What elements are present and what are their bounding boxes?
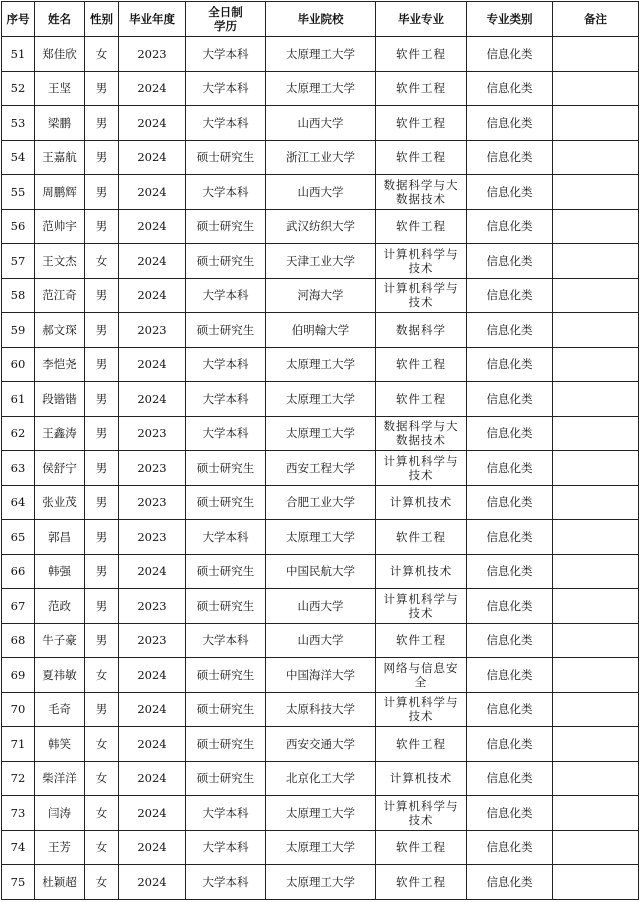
header-education-line2: 学历 bbox=[214, 19, 237, 33]
major-text: 计算机技术 bbox=[389, 771, 453, 786]
cell-education: 大学本科 bbox=[186, 796, 266, 831]
cell-name: 王鑫涛 bbox=[35, 416, 85, 451]
cell-school: 西安工程大学 bbox=[266, 451, 376, 486]
cell-major bbox=[376, 727, 467, 762]
cell-education: 硕士研究生 bbox=[186, 692, 266, 727]
cell-gender: 男 bbox=[85, 347, 119, 382]
table-body bbox=[2, 37, 639, 900]
cell-note bbox=[553, 451, 639, 486]
cell-major bbox=[376, 313, 467, 348]
cell-school: 太原理工大学 bbox=[266, 71, 376, 106]
cell-gender: 女 bbox=[85, 727, 119, 762]
table-row bbox=[2, 830, 639, 865]
cell-category: 信息化类 bbox=[467, 313, 553, 348]
cell-note bbox=[553, 554, 639, 589]
cell-seq: 63 bbox=[2, 451, 35, 486]
cell-school: 太原理工大学 bbox=[266, 37, 376, 72]
cell-gender: 女 bbox=[85, 37, 119, 72]
cell-name: 李恺尧 bbox=[35, 347, 85, 382]
cell-year: 2023 bbox=[119, 520, 186, 555]
major-text: 数据科学与大数据技术 bbox=[383, 419, 459, 448]
major-text: 软件工程 bbox=[396, 840, 446, 855]
cell-major bbox=[376, 865, 467, 900]
header-row bbox=[2, 2, 639, 37]
major-text: 软件工程 bbox=[396, 46, 446, 61]
cell-education: 大学本科 bbox=[186, 278, 266, 313]
cell-seq: 60 bbox=[2, 347, 35, 382]
cell-name: 范帅宇 bbox=[35, 209, 85, 244]
cell-education: 硕士研究生 bbox=[186, 589, 266, 624]
cell-school: 中国民航大学 bbox=[266, 554, 376, 589]
cell-name: 范江奇 bbox=[35, 278, 85, 313]
major-text: 软件工程 bbox=[396, 633, 446, 648]
cell-gender: 男 bbox=[85, 485, 119, 520]
cell-category: 信息化类 bbox=[467, 278, 553, 313]
cell-major bbox=[376, 71, 467, 106]
cell-school: 太原理工大学 bbox=[266, 382, 376, 417]
cell-school: 北京化工大学 bbox=[266, 761, 376, 796]
cell-year: 2024 bbox=[119, 692, 186, 727]
cell-note bbox=[553, 37, 639, 72]
cell-seq: 66 bbox=[2, 554, 35, 589]
cell-year: 2023 bbox=[119, 313, 186, 348]
cell-name: 王芳 bbox=[35, 830, 85, 865]
cell-gender: 男 bbox=[85, 692, 119, 727]
table-row bbox=[2, 692, 639, 727]
cell-year: 2023 bbox=[119, 416, 186, 451]
cell-education: 硕士研究生 bbox=[186, 727, 266, 762]
cell-year: 2023 bbox=[119, 485, 186, 520]
cell-name: 张业茂 bbox=[35, 485, 85, 520]
cell-note bbox=[553, 347, 639, 382]
table-row bbox=[2, 140, 639, 175]
major-text: 计算机科学与技术 bbox=[383, 695, 459, 724]
cell-education: 大学本科 bbox=[186, 175, 266, 210]
major-text: 计算机科学与技术 bbox=[383, 281, 459, 310]
cell-seq: 72 bbox=[2, 761, 35, 796]
table-row bbox=[2, 313, 639, 348]
cell-name: 梁鹏 bbox=[35, 106, 85, 141]
cell-year: 2023 bbox=[119, 451, 186, 486]
cell-category: 信息化类 bbox=[467, 520, 553, 555]
cell-education: 硕士研究生 bbox=[186, 451, 266, 486]
cell-name: 柴洋洋 bbox=[35, 761, 85, 796]
table-row bbox=[2, 727, 639, 762]
cell-name: 毛奇 bbox=[35, 692, 85, 727]
major-text: 软件工程 bbox=[396, 150, 446, 165]
cell-category: 信息化类 bbox=[467, 658, 553, 693]
table-row bbox=[2, 554, 639, 589]
cell-major bbox=[376, 761, 467, 796]
cell-year: 2023 bbox=[119, 623, 186, 658]
cell-gender: 男 bbox=[85, 278, 119, 313]
cell-note bbox=[553, 761, 639, 796]
cell-seq: 70 bbox=[2, 692, 35, 727]
cell-year: 2024 bbox=[119, 175, 186, 210]
cell-seq: 54 bbox=[2, 140, 35, 175]
cell-gender: 男 bbox=[85, 589, 119, 624]
cell-gender: 男 bbox=[85, 209, 119, 244]
major-text: 软件工程 bbox=[396, 81, 446, 96]
cell-school: 天津工业大学 bbox=[266, 244, 376, 279]
table-row bbox=[2, 278, 639, 313]
cell-note bbox=[553, 278, 639, 313]
cell-note bbox=[553, 209, 639, 244]
cell-category: 信息化类 bbox=[467, 589, 553, 624]
cell-year: 2024 bbox=[119, 71, 186, 106]
cell-major bbox=[376, 244, 467, 279]
cell-gender: 男 bbox=[85, 313, 119, 348]
cell-year: 2024 bbox=[119, 347, 186, 382]
cell-gender: 男 bbox=[85, 451, 119, 486]
cell-name: 郑佳欣 bbox=[35, 37, 85, 72]
cell-year: 2024 bbox=[119, 554, 186, 589]
cell-school: 太原理工大学 bbox=[266, 830, 376, 865]
cell-note bbox=[553, 313, 639, 348]
header-gender: 性别 bbox=[85, 2, 119, 37]
cell-year: 2024 bbox=[119, 140, 186, 175]
cell-seq: 58 bbox=[2, 278, 35, 313]
cell-major bbox=[376, 623, 467, 658]
cell-name: 韩强 bbox=[35, 554, 85, 589]
major-text: 软件工程 bbox=[396, 115, 446, 130]
cell-school: 伯明翰大学 bbox=[266, 313, 376, 348]
cell-education: 大学本科 bbox=[186, 71, 266, 106]
cell-year: 2024 bbox=[119, 796, 186, 831]
cell-seq: 62 bbox=[2, 416, 35, 451]
major-text: 计算机科学与技术 bbox=[383, 453, 459, 482]
header-seq: 序号 bbox=[2, 2, 35, 37]
cell-major bbox=[376, 140, 467, 175]
cell-year: 2024 bbox=[119, 658, 186, 693]
cell-gender: 男 bbox=[85, 554, 119, 589]
table-row bbox=[2, 451, 639, 486]
cell-category: 信息化类 bbox=[467, 37, 553, 72]
cell-education: 大学本科 bbox=[186, 106, 266, 141]
cell-name: 王坚 bbox=[35, 71, 85, 106]
header-school: 毕业院校 bbox=[266, 2, 376, 37]
cell-major bbox=[376, 554, 467, 589]
cell-education: 硕士研究生 bbox=[186, 140, 266, 175]
cell-school: 山西大学 bbox=[266, 589, 376, 624]
cell-education: 硕士研究生 bbox=[186, 313, 266, 348]
cell-gender: 男 bbox=[85, 106, 119, 141]
cell-education: 大学本科 bbox=[186, 830, 266, 865]
cell-major bbox=[376, 106, 467, 141]
table-row bbox=[2, 382, 639, 417]
cell-seq: 55 bbox=[2, 175, 35, 210]
cell-name: 周鹏辉 bbox=[35, 175, 85, 210]
cell-category: 信息化类 bbox=[467, 554, 553, 589]
cell-education: 大学本科 bbox=[186, 347, 266, 382]
cell-note bbox=[553, 830, 639, 865]
cell-category: 信息化类 bbox=[467, 692, 553, 727]
cell-year: 2024 bbox=[119, 727, 186, 762]
cell-seq: 51 bbox=[2, 37, 35, 72]
major-text: 软件工程 bbox=[396, 391, 446, 406]
cell-school: 山西大学 bbox=[266, 175, 376, 210]
major-text: 数据科学 bbox=[396, 322, 446, 337]
table-row bbox=[2, 761, 639, 796]
cell-gender: 男 bbox=[85, 623, 119, 658]
table-row bbox=[2, 658, 639, 693]
cell-education: 硕士研究生 bbox=[186, 485, 266, 520]
cell-year: 2023 bbox=[119, 37, 186, 72]
cell-school: 合肥工业大学 bbox=[266, 485, 376, 520]
header-name: 姓名 bbox=[35, 2, 85, 37]
table-row bbox=[2, 106, 639, 141]
table-row bbox=[2, 37, 639, 72]
cell-gender: 女 bbox=[85, 658, 119, 693]
cell-seq: 52 bbox=[2, 71, 35, 106]
cell-gender: 女 bbox=[85, 865, 119, 900]
cell-year: 2024 bbox=[119, 761, 186, 796]
cell-category: 信息化类 bbox=[467, 485, 553, 520]
cell-name: 杜颖超 bbox=[35, 865, 85, 900]
cell-education: 大学本科 bbox=[186, 623, 266, 658]
cell-gender: 女 bbox=[85, 796, 119, 831]
cell-name: 闫涛 bbox=[35, 796, 85, 831]
major-text: 软件工程 bbox=[396, 529, 446, 544]
cell-major bbox=[376, 451, 467, 486]
cell-education: 硕士研究生 bbox=[186, 244, 266, 279]
cell-year: 2024 bbox=[119, 244, 186, 279]
table-row bbox=[2, 71, 639, 106]
table-row bbox=[2, 347, 639, 382]
major-text: 计算机科学与技术 bbox=[383, 798, 459, 827]
table-row bbox=[2, 796, 639, 831]
cell-seq: 61 bbox=[2, 382, 35, 417]
cell-education: 硕士研究生 bbox=[186, 554, 266, 589]
cell-major bbox=[376, 520, 467, 555]
cell-year: 2024 bbox=[119, 830, 186, 865]
cell-name: 郭昌 bbox=[35, 520, 85, 555]
table-row bbox=[2, 416, 639, 451]
cell-gender: 女 bbox=[85, 830, 119, 865]
major-text: 计算机技术 bbox=[389, 495, 453, 510]
cell-major bbox=[376, 347, 467, 382]
table-row bbox=[2, 589, 639, 624]
cell-note bbox=[553, 485, 639, 520]
cell-major bbox=[376, 692, 467, 727]
cell-category: 信息化类 bbox=[467, 796, 553, 831]
cell-school: 中国海洋大学 bbox=[266, 658, 376, 693]
cell-note bbox=[553, 106, 639, 141]
major-text: 软件工程 bbox=[396, 219, 446, 234]
header-education-line1: 全日制 bbox=[208, 5, 243, 19]
major-text: 软件工程 bbox=[396, 357, 446, 372]
cell-seq: 56 bbox=[2, 209, 35, 244]
cell-education: 大学本科 bbox=[186, 37, 266, 72]
table-row bbox=[2, 244, 639, 279]
major-text: 数据科学与大数据技术 bbox=[383, 177, 459, 206]
cell-year: 2023 bbox=[119, 589, 186, 624]
table-row bbox=[2, 209, 639, 244]
cell-category: 信息化类 bbox=[467, 140, 553, 175]
cell-category: 信息化类 bbox=[467, 244, 553, 279]
cell-note bbox=[553, 727, 639, 762]
cell-school: 太原科技大学 bbox=[266, 692, 376, 727]
cell-school: 山西大学 bbox=[266, 623, 376, 658]
cell-category: 信息化类 bbox=[467, 347, 553, 382]
header-year: 毕业年度 bbox=[119, 2, 186, 37]
cell-year: 2024 bbox=[119, 382, 186, 417]
cell-seq: 64 bbox=[2, 485, 35, 520]
cell-major bbox=[376, 796, 467, 831]
cell-note bbox=[553, 520, 639, 555]
cell-seq: 68 bbox=[2, 623, 35, 658]
cell-seq: 75 bbox=[2, 865, 35, 900]
cell-major bbox=[376, 175, 467, 210]
cell-seq: 69 bbox=[2, 658, 35, 693]
cell-gender: 男 bbox=[85, 416, 119, 451]
major-text: 软件工程 bbox=[396, 736, 446, 751]
cell-school: 太原理工大学 bbox=[266, 796, 376, 831]
cell-category: 信息化类 bbox=[467, 830, 553, 865]
major-text: 计算机科学与技术 bbox=[383, 246, 459, 275]
cell-category: 信息化类 bbox=[467, 209, 553, 244]
cell-year: 2024 bbox=[119, 209, 186, 244]
cell-note bbox=[553, 175, 639, 210]
cell-seq: 57 bbox=[2, 244, 35, 279]
cell-note bbox=[553, 589, 639, 624]
cell-year: 2024 bbox=[119, 278, 186, 313]
major-text: 软件工程 bbox=[396, 874, 446, 889]
header-note: 备注 bbox=[553, 2, 639, 37]
cell-major bbox=[376, 589, 467, 624]
cell-note bbox=[553, 623, 639, 658]
cell-education: 硕士研究生 bbox=[186, 658, 266, 693]
cell-major bbox=[376, 416, 467, 451]
cell-name: 王文杰 bbox=[35, 244, 85, 279]
cell-education: 硕士研究生 bbox=[186, 209, 266, 244]
table-row bbox=[2, 520, 639, 555]
cell-gender: 男 bbox=[85, 520, 119, 555]
cell-school: 太原理工大学 bbox=[266, 520, 376, 555]
cell-school: 太原理工大学 bbox=[266, 347, 376, 382]
cell-note bbox=[553, 140, 639, 175]
cell-category: 信息化类 bbox=[467, 761, 553, 796]
cell-year: 2024 bbox=[119, 865, 186, 900]
cell-note bbox=[553, 416, 639, 451]
major-text: 计算机科学与技术 bbox=[383, 591, 459, 620]
cell-major bbox=[376, 209, 467, 244]
cell-education: 大学本科 bbox=[186, 520, 266, 555]
cell-category: 信息化类 bbox=[467, 727, 553, 762]
cell-education: 大学本科 bbox=[186, 865, 266, 900]
header-education bbox=[186, 2, 266, 37]
cell-gender: 男 bbox=[85, 71, 119, 106]
cell-seq: 74 bbox=[2, 830, 35, 865]
cell-school: 浙江工业大学 bbox=[266, 140, 376, 175]
cell-note bbox=[553, 796, 639, 831]
cell-major bbox=[376, 37, 467, 72]
cell-education: 大学本科 bbox=[186, 382, 266, 417]
cell-name: 夏祎敏 bbox=[35, 658, 85, 693]
table-row bbox=[2, 175, 639, 210]
cell-category: 信息化类 bbox=[467, 451, 553, 486]
candidate-table bbox=[1, 1, 639, 900]
cell-major bbox=[376, 382, 467, 417]
cell-school: 武汉纺织大学 bbox=[266, 209, 376, 244]
cell-category: 信息化类 bbox=[467, 175, 553, 210]
cell-note bbox=[553, 244, 639, 279]
cell-category: 信息化类 bbox=[467, 71, 553, 106]
cell-category: 信息化类 bbox=[467, 865, 553, 900]
cell-school: 太原理工大学 bbox=[266, 865, 376, 900]
cell-name: 牛子豪 bbox=[35, 623, 85, 658]
cell-school: 太原理工大学 bbox=[266, 416, 376, 451]
cell-name: 韩笑 bbox=[35, 727, 85, 762]
cell-seq: 65 bbox=[2, 520, 35, 555]
cell-education: 硕士研究生 bbox=[186, 761, 266, 796]
header-major: 毕业专业 bbox=[376, 2, 467, 37]
cell-gender: 女 bbox=[85, 761, 119, 796]
cell-category: 信息化类 bbox=[467, 623, 553, 658]
cell-name: 郝文琛 bbox=[35, 313, 85, 348]
cell-major bbox=[376, 278, 467, 313]
cell-gender: 男 bbox=[85, 382, 119, 417]
cell-education: 大学本科 bbox=[186, 416, 266, 451]
cell-seq: 67 bbox=[2, 589, 35, 624]
cell-note bbox=[553, 865, 639, 900]
cell-name: 王嘉航 bbox=[35, 140, 85, 175]
cell-seq: 53 bbox=[2, 106, 35, 141]
cell-gender: 男 bbox=[85, 175, 119, 210]
cell-major bbox=[376, 658, 467, 693]
table-row bbox=[2, 623, 639, 658]
cell-note bbox=[553, 382, 639, 417]
cell-year: 2024 bbox=[119, 106, 186, 141]
cell-category: 信息化类 bbox=[467, 416, 553, 451]
cell-seq: 59 bbox=[2, 313, 35, 348]
cell-seq: 71 bbox=[2, 727, 35, 762]
major-text: 网络与信息安全 bbox=[383, 660, 459, 689]
cell-seq: 73 bbox=[2, 796, 35, 831]
table-row bbox=[2, 865, 639, 900]
cell-category: 信息化类 bbox=[467, 382, 553, 417]
cell-gender: 女 bbox=[85, 244, 119, 279]
header-category: 专业类别 bbox=[467, 2, 553, 37]
cell-gender: 男 bbox=[85, 140, 119, 175]
cell-name: 段锴锴 bbox=[35, 382, 85, 417]
cell-school: 河海大学 bbox=[266, 278, 376, 313]
table-row bbox=[2, 485, 639, 520]
cell-school: 西安交通大学 bbox=[266, 727, 376, 762]
cell-name: 侯舒宁 bbox=[35, 451, 85, 486]
cell-category: 信息化类 bbox=[467, 106, 553, 141]
cell-school: 山西大学 bbox=[266, 106, 376, 141]
major-text: 计算机技术 bbox=[389, 564, 453, 579]
cell-note bbox=[553, 71, 639, 106]
cell-note bbox=[553, 692, 639, 727]
cell-major bbox=[376, 830, 467, 865]
cell-note bbox=[553, 658, 639, 693]
cell-name: 范政 bbox=[35, 589, 85, 624]
cell-major bbox=[376, 485, 467, 520]
